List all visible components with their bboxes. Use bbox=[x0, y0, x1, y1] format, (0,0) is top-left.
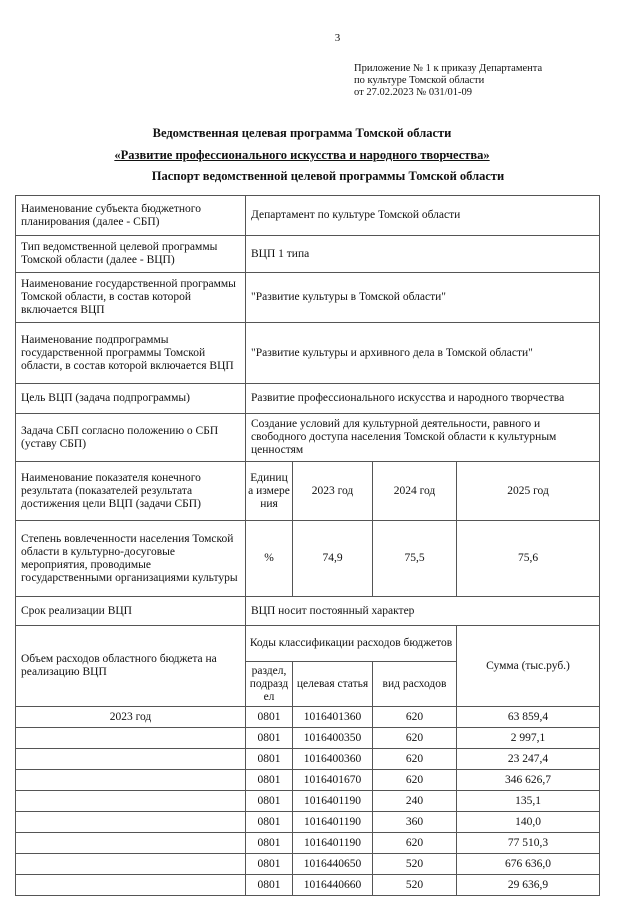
indicator-header-row bbox=[16, 462, 600, 521]
budget-year bbox=[16, 791, 246, 812]
budget-cell: 0801 bbox=[246, 707, 293, 728]
passport-row bbox=[16, 273, 600, 323]
indicator-name: Степень вовлеченности населения Томской области в культурно-досуговые мероприятия, проводимые государственными организациями культуры bbox=[16, 521, 246, 597]
row-label: Наименование государственной программы Томской области, в состав которой включается ВЦП bbox=[16, 273, 246, 323]
appendix-line: по культуре Томской области bbox=[354, 75, 485, 86]
indicator-header: Наименование показателя конечного результата (показателей результата достижения цели ВЦП (задачи СБП) bbox=[16, 462, 246, 521]
unit-header: Единица измерения bbox=[246, 462, 293, 521]
term-label: Срок реализации ВЦП bbox=[16, 597, 246, 626]
passport-title: Паспорт ведомственной целевой программы Томской области bbox=[151, 169, 505, 183]
budget-cell: 0801 bbox=[246, 833, 293, 854]
budget-cell: 620 bbox=[373, 770, 457, 791]
year-header: 2025 год bbox=[457, 462, 600, 521]
budget-cell: 1016440650 bbox=[293, 854, 373, 875]
budget-cell: 23 247,4 bbox=[457, 749, 600, 770]
budget-cell: 77 510,3 bbox=[457, 833, 600, 854]
section-header: раздел, подраздел bbox=[246, 662, 293, 707]
budget-row bbox=[16, 833, 600, 854]
year-header: 2023 год bbox=[293, 462, 373, 521]
budget-cell: 0801 bbox=[246, 812, 293, 833]
budget-header-row bbox=[16, 626, 600, 662]
appendix-line: Приложение № 1 к приказу Департамента bbox=[354, 63, 543, 74]
budget-cell: 620 bbox=[373, 707, 457, 728]
budget-cell: 0801 bbox=[246, 728, 293, 749]
budget-year bbox=[16, 854, 246, 875]
budget-year bbox=[16, 728, 246, 749]
year-header: 2024 год bbox=[373, 462, 457, 521]
target-header: целевая статья bbox=[293, 662, 373, 707]
budget-row bbox=[16, 875, 600, 896]
row-value: Департамент по культуре Томской области bbox=[246, 196, 600, 236]
document-title: Ведомственная целевая программа Томской области bbox=[152, 126, 452, 140]
budget-cell: 0801 bbox=[246, 854, 293, 875]
budget-cell: 1016401360 bbox=[293, 707, 373, 728]
row-label: Цель ВЦП (задача подпрограммы) bbox=[16, 384, 246, 414]
budget-cell: 620 bbox=[373, 728, 457, 749]
passport-row bbox=[16, 384, 600, 414]
budget-cell: 135,1 bbox=[457, 791, 600, 812]
passport-row bbox=[16, 196, 600, 236]
budget-row bbox=[16, 728, 600, 749]
budget-cell: 63 859,4 bbox=[457, 707, 600, 728]
budget-cell: 0801 bbox=[246, 749, 293, 770]
budget-label: Объем расходов областного бюджета на реализацию ВЦП bbox=[16, 626, 246, 707]
budget-row bbox=[16, 707, 600, 728]
row-label: Тип ведомственной целевой программы Томской области (далее - ВЦП) bbox=[16, 236, 246, 273]
sum-header: Сумма (тыс.руб.) bbox=[457, 626, 600, 707]
appendix-note bbox=[354, 63, 542, 99]
budget-cell: 140,0 bbox=[457, 812, 600, 833]
type-header: вид расходов bbox=[373, 662, 457, 707]
budget-cell: 1016401190 bbox=[293, 791, 373, 812]
budget-cell: 29 636,9 bbox=[457, 875, 600, 896]
indicator-row bbox=[16, 521, 600, 597]
budget-year: 2023 год bbox=[16, 707, 246, 728]
row-label: Наименование субъекта бюджетного планирования (далее - СБП) bbox=[16, 196, 246, 236]
row-label: Наименование подпрограммы государственной программы Томской области, в состав которой включается ВЦП bbox=[16, 323, 246, 384]
budget-row bbox=[16, 770, 600, 791]
budget-cell: 620 bbox=[373, 833, 457, 854]
budget-cell: 1016401190 bbox=[293, 812, 373, 833]
budget-cell: 2 997,1 bbox=[457, 728, 600, 749]
appendix-line: от 27.02.2023 № 031/01-09 bbox=[354, 87, 473, 98]
program-name: «Развитие профессионального искусства и народного творчества» bbox=[114, 148, 490, 162]
term-value: ВЦП носит постоянный характер bbox=[246, 597, 600, 626]
passport-row bbox=[16, 236, 600, 273]
indicator-value: 74,9 bbox=[293, 521, 373, 597]
budget-cell: 1016440660 bbox=[293, 875, 373, 896]
row-value: "Развитие культуры в Томской области" bbox=[246, 273, 600, 323]
passport-row bbox=[16, 323, 600, 384]
passport-row bbox=[16, 414, 600, 462]
codes-header: Коды классификации расходов бюджетов bbox=[246, 626, 457, 662]
passport-table bbox=[15, 195, 600, 896]
budget-year bbox=[16, 749, 246, 770]
budget-year bbox=[16, 812, 246, 833]
indicator-unit: % bbox=[246, 521, 293, 597]
row-value: ВЦП 1 типа bbox=[246, 236, 600, 273]
budget-cell: 520 bbox=[373, 854, 457, 875]
row-value: Развитие профессионального искусства и народного творчества bbox=[246, 384, 600, 414]
budget-cell: 620 bbox=[373, 749, 457, 770]
budget-row bbox=[16, 749, 600, 770]
budget-cell: 360 bbox=[373, 812, 457, 833]
budget-cell: 1016401670 bbox=[293, 770, 373, 791]
row-value: "Развитие культуры и архивного дела в Томской области" bbox=[246, 323, 600, 384]
budget-cell: 1016400360 bbox=[293, 749, 373, 770]
budget-cell: 1016401190 bbox=[293, 833, 373, 854]
budget-cell: 0801 bbox=[246, 791, 293, 812]
budget-year bbox=[16, 833, 246, 854]
budget-year bbox=[16, 875, 246, 896]
budget-cell: 520 bbox=[373, 875, 457, 896]
budget-cell: 0801 bbox=[246, 875, 293, 896]
budget-cell: 0801 bbox=[246, 770, 293, 791]
budget-year bbox=[16, 770, 246, 791]
budget-row bbox=[16, 854, 600, 875]
page-number: 3 bbox=[334, 32, 341, 44]
budget-cell: 676 636,0 bbox=[457, 854, 600, 875]
term-row bbox=[16, 597, 600, 626]
budget-row bbox=[16, 791, 600, 812]
indicator-value: 75,6 bbox=[457, 521, 600, 597]
budget-row bbox=[16, 812, 600, 833]
budget-cell: 346 626,7 bbox=[457, 770, 600, 791]
row-value: Создание условий для культурной деятельности, равного и свободного доступа населения Томской области к культурным ценностям bbox=[246, 414, 600, 462]
row-label: Задача СБП согласно положению о СБП (уставу СБП) bbox=[16, 414, 246, 462]
budget-cell: 240 bbox=[373, 791, 457, 812]
budget-cell: 1016400350 bbox=[293, 728, 373, 749]
indicator-value: 75,5 bbox=[373, 521, 457, 597]
